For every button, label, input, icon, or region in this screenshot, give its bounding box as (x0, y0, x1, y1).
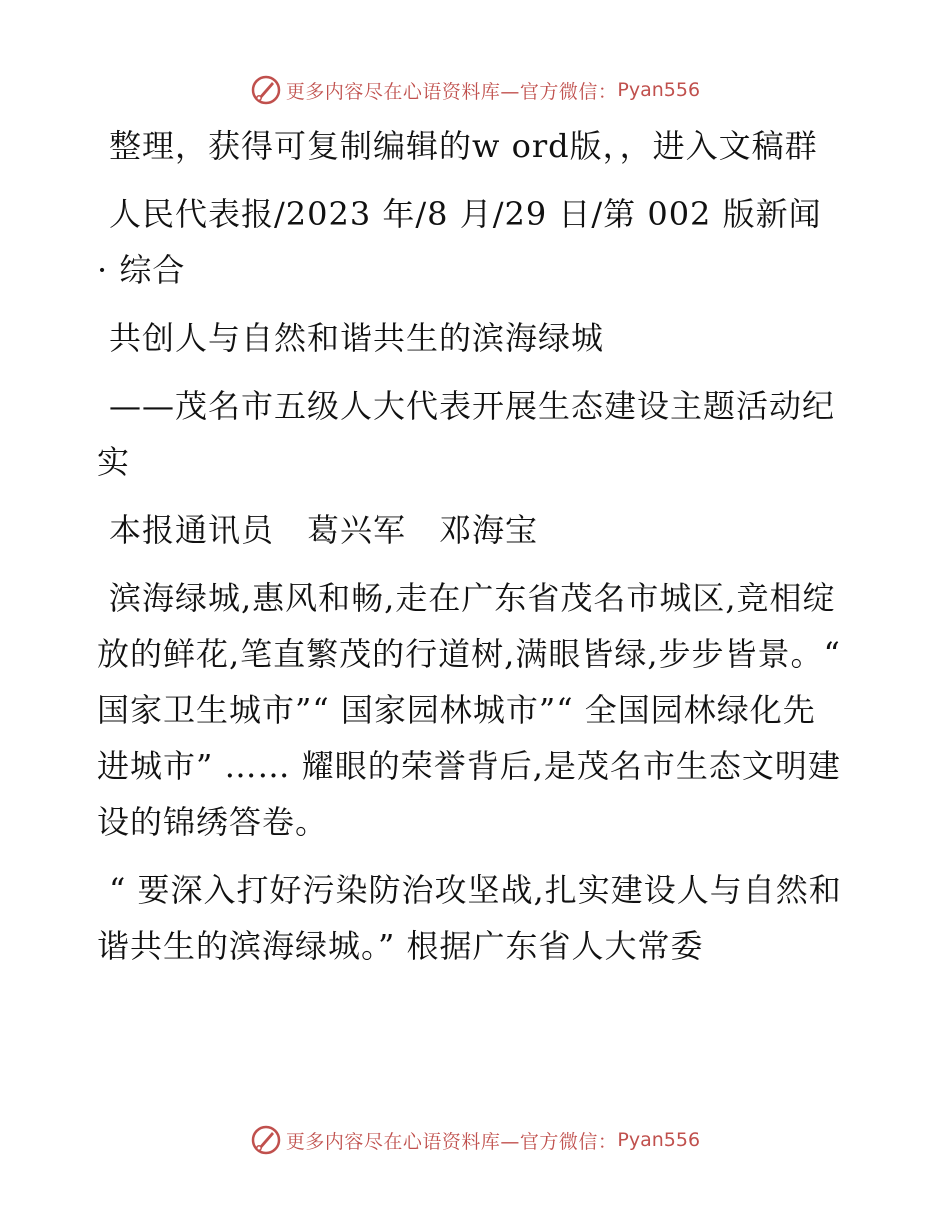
body-paragraph-1: 滨海绿城,惠风和畅,走在广东省茂名市城区,竞相绽放的鲜花,笔直繁茂的行道树,满眼皆绿,步步皆景。“ 国家卫生城市”“ 国家园林城市”“ 全国园林绿化先进城市” …… 耀眼的荣誉背后,是茂名市生态文明建设的锦绣答卷。 (97, 579, 841, 841)
quill-logo-icon (250, 74, 282, 106)
intro-line: 整理，获得可复制编辑的w ord版，，进入文稿群 (109, 127, 818, 165)
article-subtitle: ——茂名市五级人大代表开展生态建设主题活动纪实 (97, 387, 836, 481)
quill-logo-icon (250, 1124, 282, 1156)
document-body (97, 118, 842, 986)
header-watermark-banner (0, 70, 950, 110)
body-paragraph-2: “ 要深入打好污染防治攻坚战,扎实建设人与自然和谐共生的滨海绿城。” 根据广东省人大常委 (97, 871, 842, 965)
byline: 本报通讯员 葛兴军 邓海宝 (109, 511, 539, 549)
banner-wechat-id: Pyan556 (617, 79, 701, 101)
banner-text: 更多内容尽在心语资料库—官方微信： (285, 1130, 618, 1153)
banner-text: 更多内容尽在心语资料库—官方微信： (285, 80, 618, 103)
article-title: 共创人与自然和谐共生的滨海绿城 (109, 319, 605, 357)
source-line: 人民代表报/2023 年/8 月/29 日/第 002 版新闻 · 综合 (97, 195, 822, 289)
banner-wechat-id: Pyan556 (617, 1129, 701, 1151)
footer-watermark-banner (0, 1120, 950, 1160)
